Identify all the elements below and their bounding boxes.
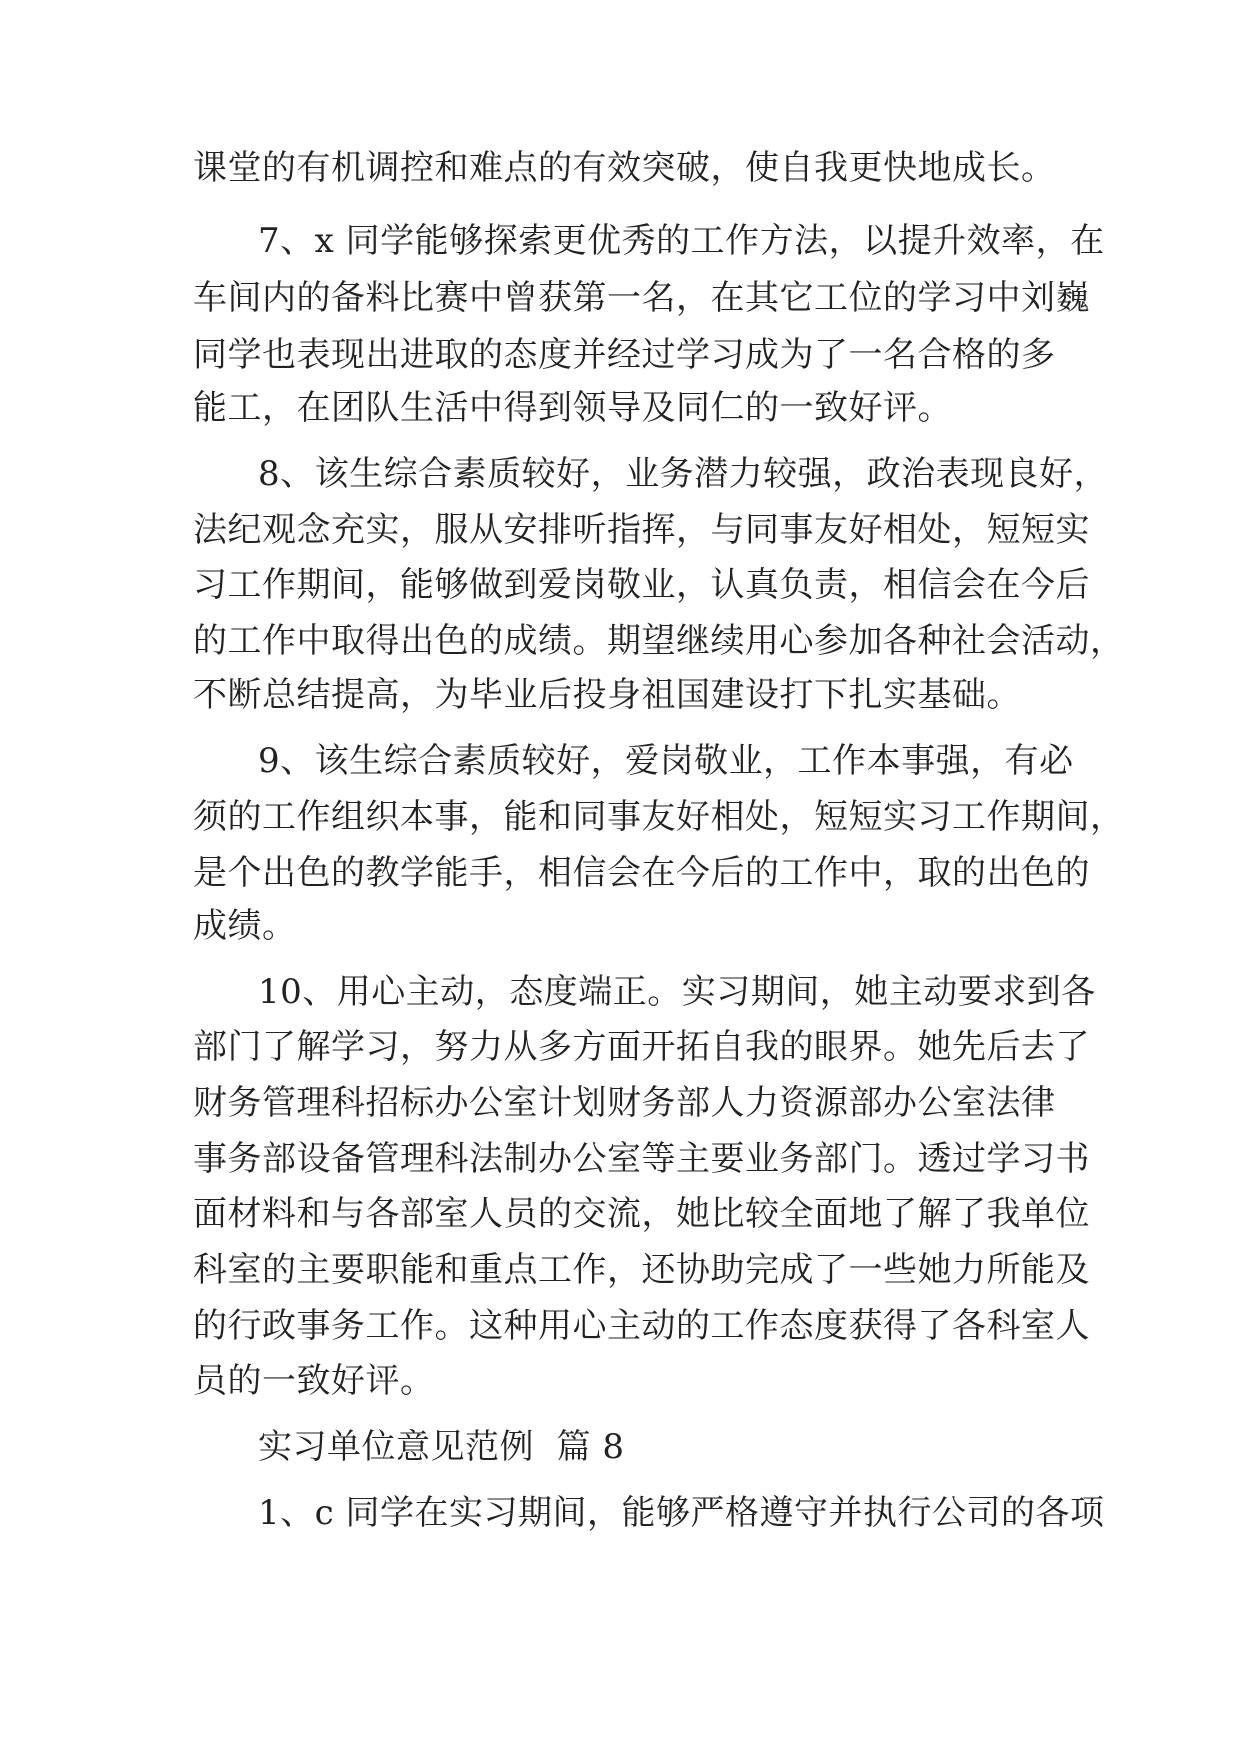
paragraph-line: 10、用心主动，态度端正。实习期间，她主动要求到各	[258, 972, 1096, 1012]
paragraph-line: 7、x 同学能够探索更优秀的工作方法，以提升效率，在	[258, 221, 1105, 261]
paragraph-line: 科室的主要职能和重点工作，还协助完成了一些她力所能及	[193, 1250, 1090, 1290]
paragraph-line: 成绩。	[193, 906, 297, 946]
paragraph-line: 是个出色的教学能手，相信会在今后的工作中，取的出色的	[193, 853, 1090, 893]
paragraph-line: 能工，在团队生活中得到领导及同仁的一致好评。	[193, 388, 952, 428]
paragraph-line: 部门了解学习，努力从多方面开拓自我的眼界。她先后去了	[193, 1027, 1090, 1067]
section-heading: 实习单位意见范例 篇 8	[258, 1427, 625, 1467]
paragraph-line: 须的工作组织本事，能和同事友好相处，短短实习工作期间，	[193, 797, 1125, 837]
paragraph-line: 9、该生综合素质较好，爱岗敬业，工作本事强，有必	[258, 741, 1074, 781]
paragraph-line: 的行政事务工作。这种用心主动的工作态度获得了各科室人	[193, 1306, 1090, 1346]
paragraph-line: 财务管理科招标办公室计划财务部人力资源部办公室法律	[193, 1083, 1056, 1123]
paragraph-line: 同学也表现出进取的态度并经过学习成为了一名合格的多	[193, 335, 1056, 375]
paragraph-line: 员的一致好评。	[193, 1361, 435, 1401]
paragraph-line: 不断总结提高，为毕业后投身祖国建设打下扎实基础。	[193, 675, 1021, 715]
paragraph-line: 面材料和与各部室人员的交流，她比较全面地了解了我单位	[193, 1194, 1090, 1234]
paragraph-line: 8、该生综合素质较好，业务潜力较强，政治表现良好，	[258, 454, 1109, 494]
paragraph-line: 1、c 同学在实习期间，能够严格遵守并执行公司的各项	[258, 1493, 1105, 1533]
paragraph-line: 的工作中取得出色的成绩。期望继续用心参加各种社会活动，	[193, 621, 1125, 661]
paragraph-line: 事务部设备管理科法制办公室等主要业务部门。透过学习书	[193, 1139, 1090, 1179]
paragraph-line: 法纪观念充实，服从安排听指挥，与同事友好相处，短短实	[193, 510, 1090, 550]
paragraph-line: 车间内的备料比赛中曾获第一名，在其它工位的学习中刘巍	[193, 278, 1090, 318]
paragraph-line: 习工作期间，能够做到爱岗敬业，认真负责，相信会在今后	[193, 565, 1090, 605]
paragraph-line: 课堂的有机调控和难点的有效突破，使自我更快地成长。	[193, 148, 1056, 188]
